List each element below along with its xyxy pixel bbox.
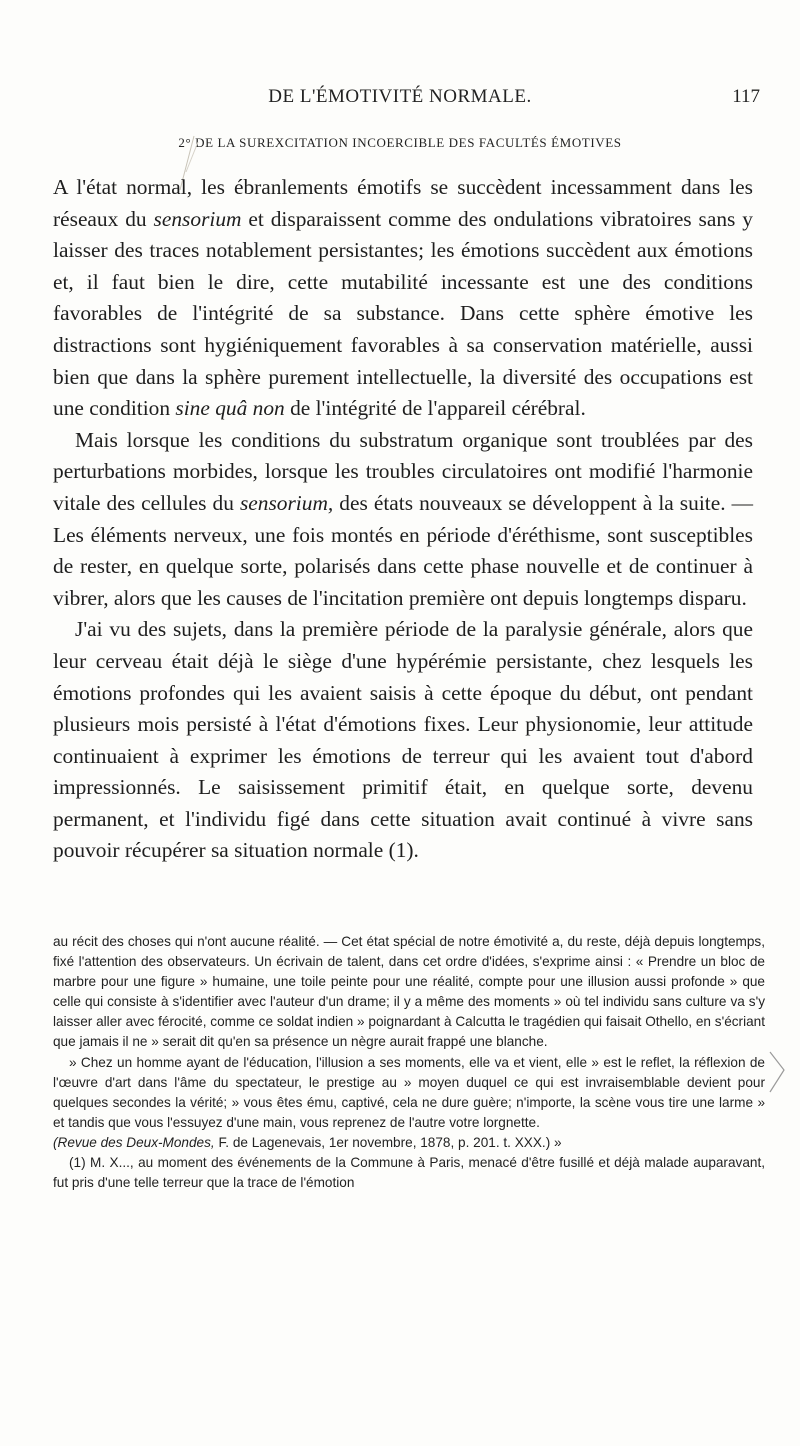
footnote-1: (1) M. X..., au moment des événements de la Commune à Paris, menacé d'être fusillé et déjà malade auparavant, fut pris d'une telle terreur que la trace de l'émotion <box>53 1155 765 1191</box>
footnote-quote: » Chez un homme ayant de l'éducation, l'illusion a ses moments, elle va et vient, elle » est le reflet, la réflexion de l'œuvre d'art dans l'âme du spectateur, le prestige au » moyen duquel ce qui est invraisemblable devient pour quelques secondes la vérité; » vous êtes ému, captivé, cela ne dure guère; n'importe, la scène vous tire une larme » et tandis que vous l'essuyez d'une main, vous reprenez de l'autre votre lorgnette. <box>53 1054 765 1130</box>
footnote-continuation: au récit des choses qui n'ont aucune réalité. — Cet état spécial de notre émotivité a, du reste, déjà depuis longtemps, fixé l'attention des observateurs. Un écrivain de talent, dans cet ordre d'idées, s'exprime ainsi : « Prendre un bloc de marbre pour une figure » humaine, une toile peinte pour une réalité, compte pour une illusion aussi profonde » que celle qui consiste à s'identifier avec l'auteur d'un drame; il y a même des moments » où tel individu sans culture va s'y laisser aller avec férocité, comme ce soldat indien » poignardant à Calcutta le tragédien qui faisait Othello, en s'écriant que jamais il ne » serait dit qu'en sa présence un nègre aurait frappé une blanche. <box>53 934 765 1050</box>
page-number: 117 <box>732 86 760 107</box>
footnote-citation: (Revue des Deux-Mondes, F. de Lagenevais, 1er novembre, 1878, p. 201. t. XXX.) » <box>53 1134 562 1150</box>
margin-bracket-icon <box>768 1048 790 1098</box>
running-title: DE L'ÉMOTIVITÉ NORMALE. <box>268 86 532 107</box>
paragraph: A l'état normal, les ébranlements émotifs se succèdent incessamment dans les réseaux du sensorium et disparaissent comme des ondulations vibratoires sans y laisser des traces notablement persistantes; les émotions succèdent aux émotions et, il faut bien le dire, cette mutabilité incessante est une des conditions favorables de l'intégrité de sa substance. Dans cette sphère émotive les distractions sont hygiéniquement favorables à sa conservation matérielle, aussi bien que dans la sphère purement intellectuelle, la diversité des occupations est une condition sine quâ non de l'intégrité de l'appareil cérébral. <box>53 175 753 421</box>
paragraph: J'ai vu des sujets, dans la première période de la paralysie générale, alors que leur cerveau était déjà le siège d'une hypérémie persistante, chez lesquels les émotions profondes qui les avaient saisis à cette époque du début, ont pendant plusieurs mois persisté à l'état d'émotions fixes. Leur physionomie, leur attitude continuaient à exprimer les émotions de terreur qui les avaient tout d'abord impressionnés. Le saisissement primitif était, en quelque sorte, devenu permanent, et l'individu figé dans cette situation avait continué à vivre sans pouvoir récupérer sa situation normale (1). <box>53 617 753 863</box>
running-head <box>40 86 760 110</box>
paragraph: Mais lorsque les conditions du substratum organique sont troublées par des perturbations morbides, lorsque les troubles circulatoires ont modifié l'harmonie vitale des cellules du sensorium, des états nouveaux se développent à la suite. — Les éléments nerveux, une fois montés en période d'éréthisme, sont susceptibles de rester, en quelque sorte, polarisés dans cette phase nouvelle et de continuer à vibrer, alors que les causes de l'incitation première ont depuis longtemps disparu. <box>53 427 753 610</box>
body-text <box>53 172 753 867</box>
section-heading: 2° DE LA SUREXCITATION INCOERCIBLE DES FACULTÉS ÉMOTIVES <box>178 135 622 150</box>
footnotes <box>53 932 765 1193</box>
